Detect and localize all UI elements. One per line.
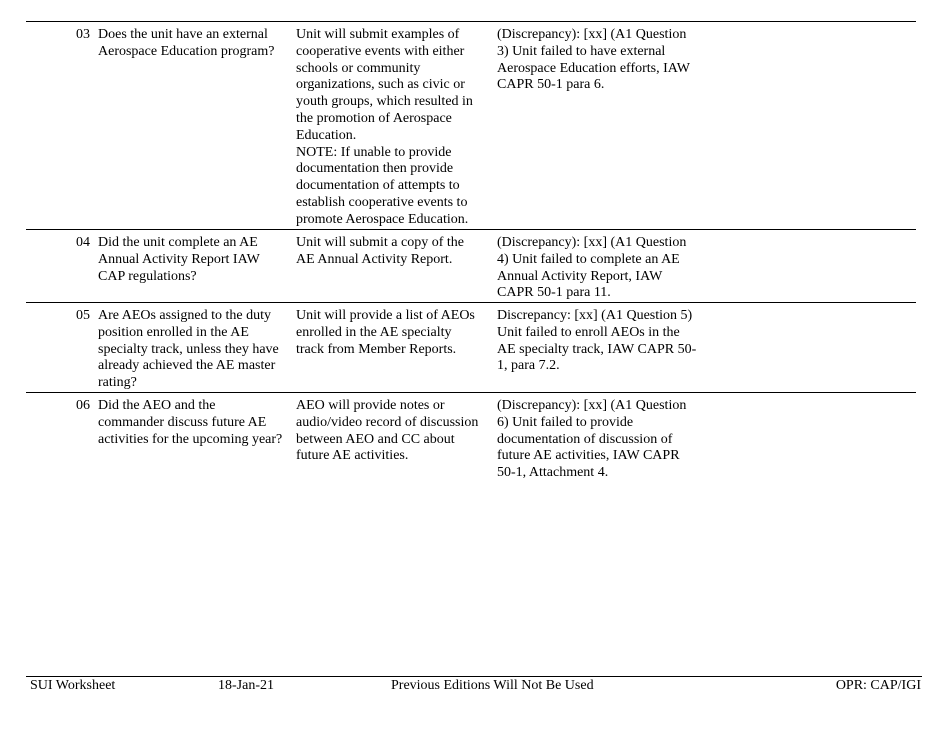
row-divider — [26, 229, 916, 230]
row-divider — [26, 302, 916, 303]
row-divider — [26, 392, 916, 393]
question-number: 05 — [76, 308, 90, 323]
question-number: 03 — [76, 27, 90, 42]
question-number: 06 — [76, 398, 90, 413]
question-text: Did the unit complete an AE Annual Activity Report IAW CAP regulations? — [98, 235, 260, 284]
question-number: 04 — [76, 235, 90, 250]
question-text: Does the unit have an external Aerospace Education program? — [98, 27, 275, 59]
evidence-text: Unit will submit examples of cooperative events with either schools or community organizations, such as civic or youth groups, which resulted in the promotion of Aerospace Education. NOTE: If unable to provide documentation then provide documentation of attempts to establish cooperative events to promote Aerospace Education. — [296, 27, 473, 227]
discrepancy-text: (Discrepancy): [xx] (A1 Question 4) Unit failed to complete an AE Annual Activity Report, IAW CAPR 50-1 para 11. — [497, 235, 687, 301]
discrepancy-text: (Discrepancy): [xx] (A1 Question 6) Unit failed to provide documentation of discussion of future AE activities, IAW CAPR 50-1, Attachment 4. — [497, 398, 687, 481]
footer-form-name: SUI Worksheet — [30, 678, 116, 693]
footer-notice: Previous Editions Will Not Be Used — [391, 678, 594, 693]
question-text: Are AEOs assigned to the duty position enrolled in the AE specialty track, unless they have already achieved the AE master rating? — [98, 308, 279, 391]
discrepancy-text: (Discrepancy): [xx] (A1 Question 3) Unit failed to have external Aerospace Education efforts, IAW CAPR 50-1 para 6. — [497, 27, 690, 93]
row-divider — [26, 21, 916, 22]
footer-date: 18-Jan-21 — [218, 678, 274, 693]
footer-opr: OPR: CAP/IGI — [835, 678, 921, 693]
evidence-text: Unit will submit a copy of the AE Annual Activity Report. — [296, 235, 464, 267]
discrepancy-text: Discrepancy: [xx] (A1 Question 5) Unit failed to enroll AEOs in the AE specialty track, IAW CAPR 50- 1, para 7.2. — [497, 308, 697, 374]
evidence-text: AEO will provide notes or audio/video record of discussion between AEO and CC about future AE activities. — [296, 398, 479, 464]
question-text: Did the AEO and the commander discuss future AE activities for the upcoming year? — [98, 398, 283, 447]
evidence-text: Unit will provide a list of AEOs enrolled in the AE specialty track from Member Reports. — [296, 308, 475, 357]
footer-divider — [26, 676, 922, 677]
